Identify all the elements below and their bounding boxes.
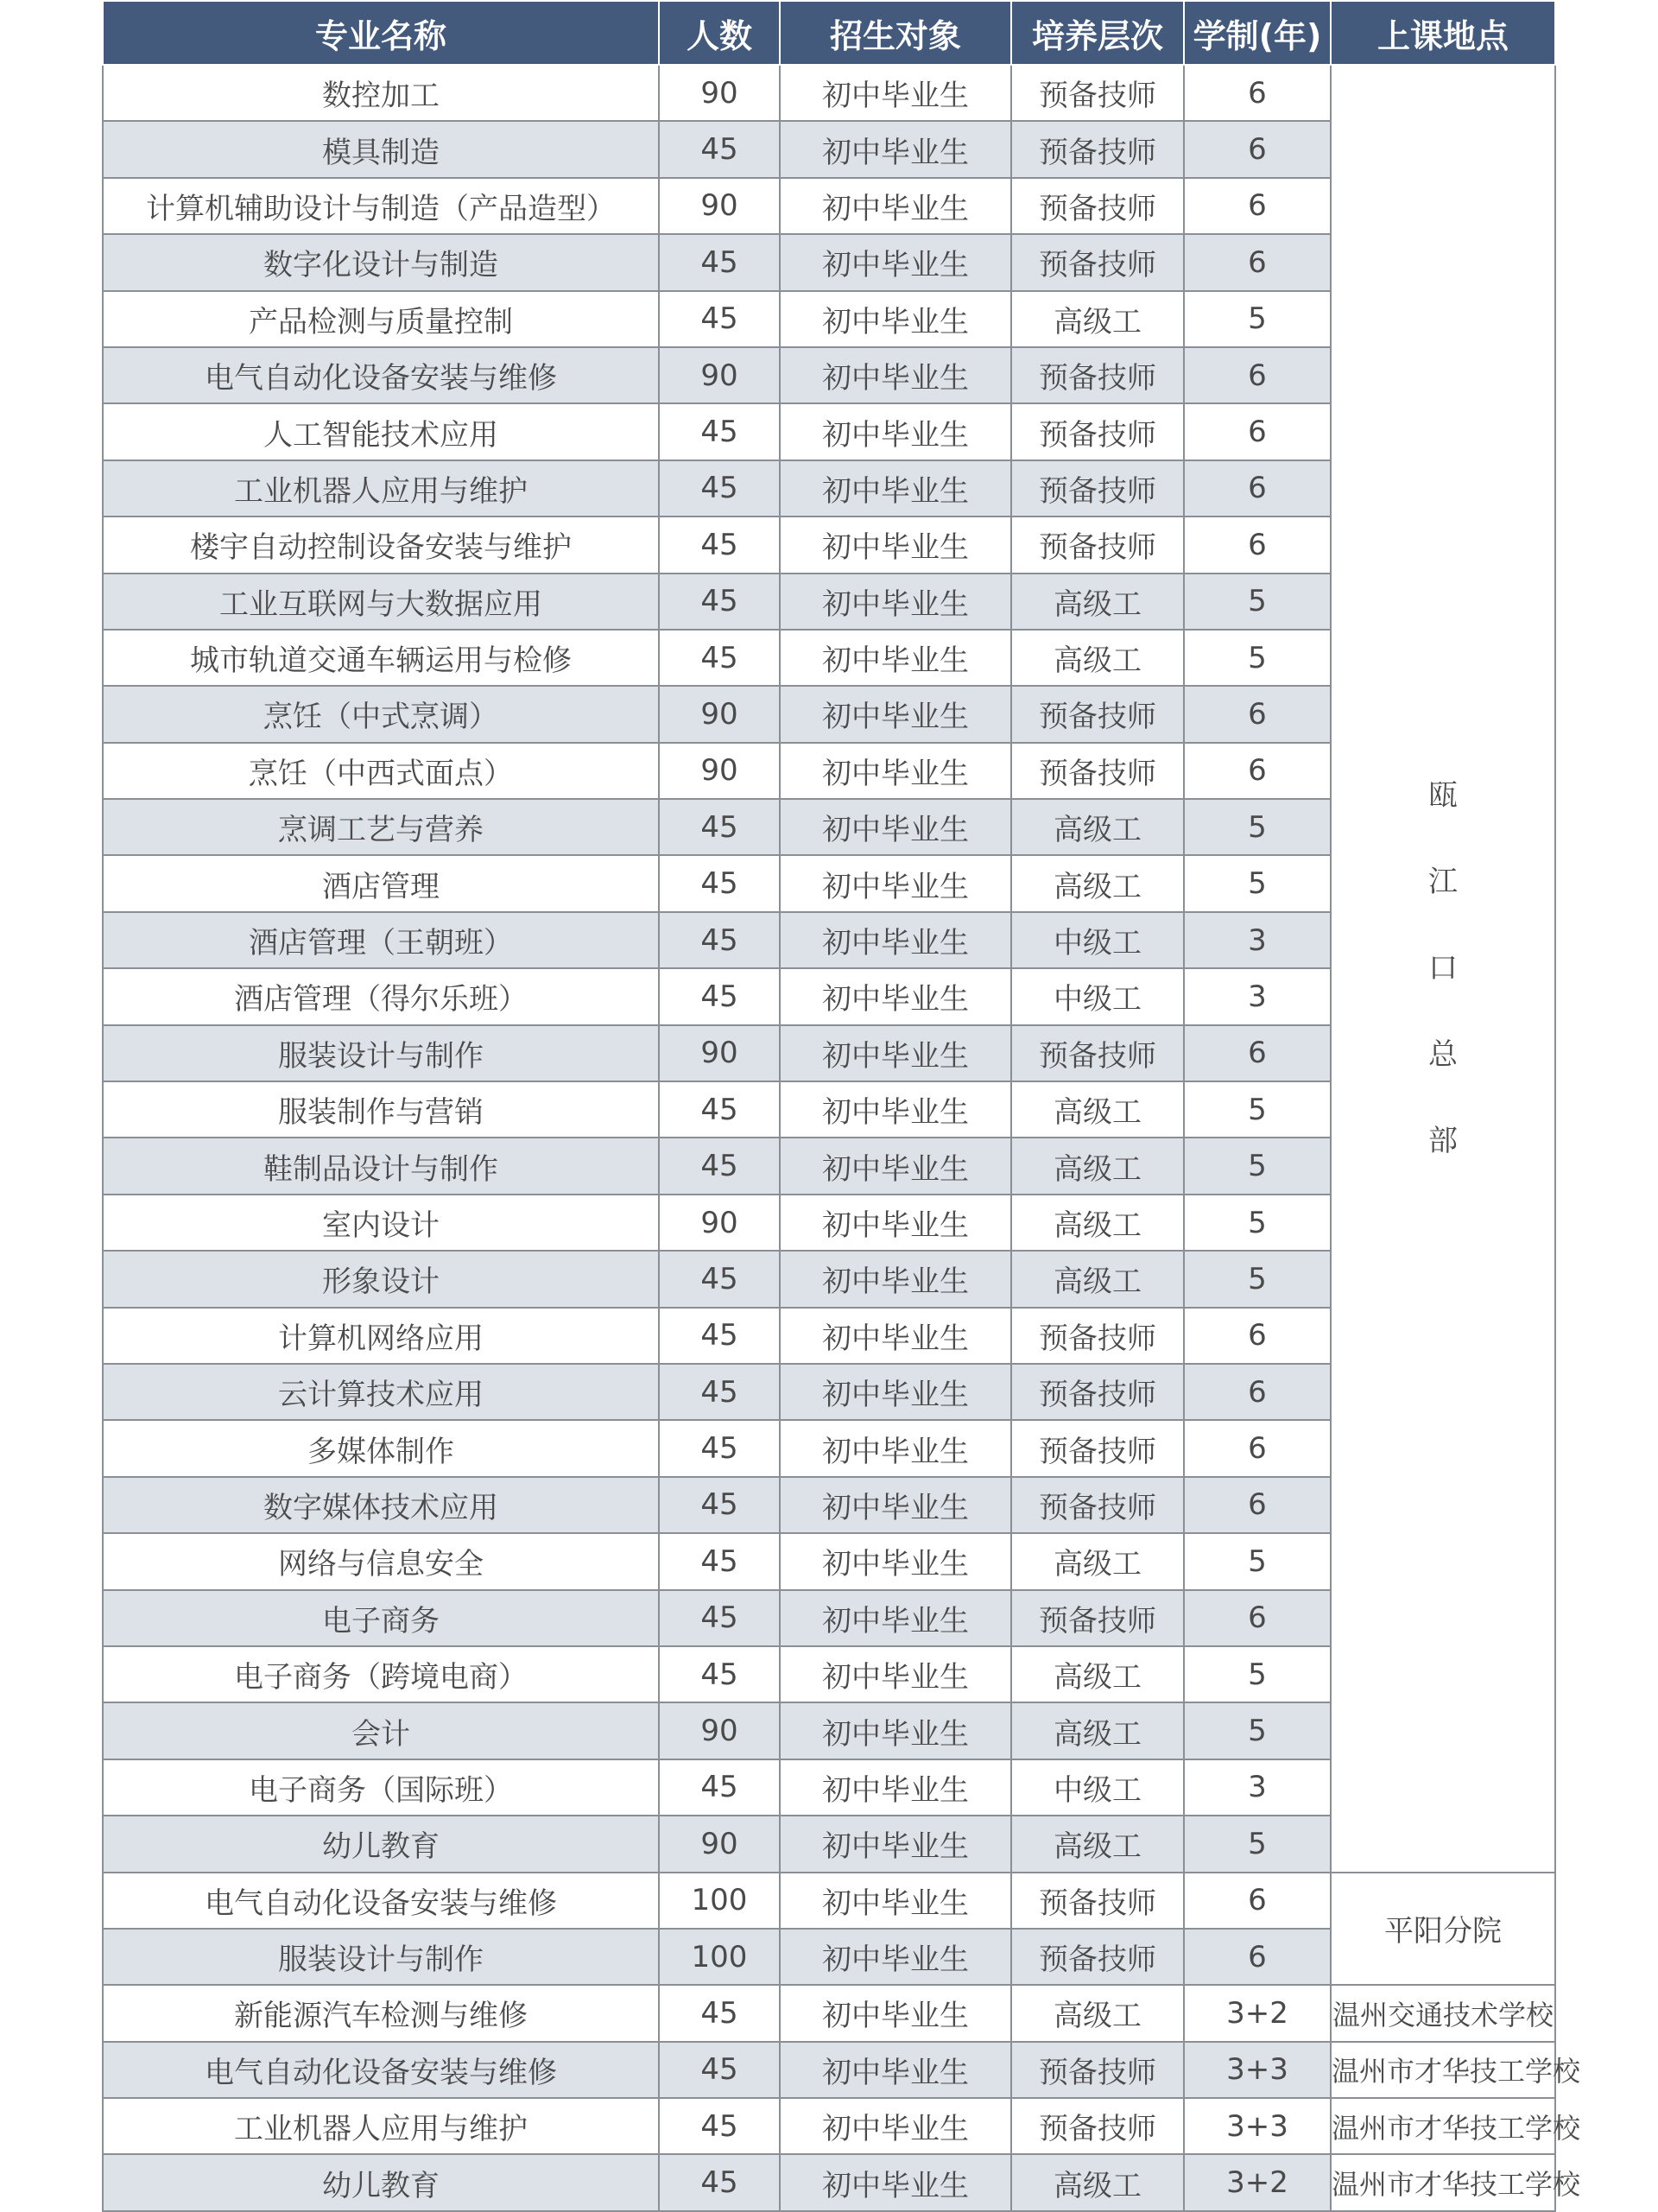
cell-years: 3 xyxy=(1184,912,1331,968)
cell-target: 初中毕业生 xyxy=(780,2042,1011,2098)
cell-location: 温州交通技术学校 xyxy=(1331,1985,1555,2041)
cell-years: 6 xyxy=(1184,517,1331,573)
cell-years: 3+3 xyxy=(1184,2098,1331,2154)
cell-target: 初中毕业生 xyxy=(780,178,1011,234)
cell-major-name: 电子商务 xyxy=(103,1590,659,1646)
cell-target: 初中毕业生 xyxy=(780,1081,1011,1138)
cell-count: 45 xyxy=(659,630,780,686)
cell-level: 预备技师 xyxy=(1011,1308,1184,1364)
table-row xyxy=(103,2098,1555,2154)
cell-years: 5 xyxy=(1184,1702,1331,1759)
cell-major-name: 电气自动化设备安装与维修 xyxy=(103,347,659,403)
cell-level: 预备技师 xyxy=(1011,347,1184,403)
cell-level: 高级工 xyxy=(1011,1195,1184,1251)
cell-level: 高级工 xyxy=(1011,1816,1184,1872)
cell-count: 90 xyxy=(659,1025,780,1081)
header-years: 学制(年) xyxy=(1184,1,1331,65)
cell-count: 100 xyxy=(659,1929,780,1985)
cell-count: 45 xyxy=(659,291,780,347)
cell-count: 90 xyxy=(659,65,780,121)
cell-target: 初中毕业生 xyxy=(780,347,1011,403)
cell-years: 5 xyxy=(1184,291,1331,347)
cell-level: 预备技师 xyxy=(1011,743,1184,799)
cell-level: 预备技师 xyxy=(1011,2098,1184,2154)
cell-years: 6 xyxy=(1184,1308,1331,1364)
cell-level: 预备技师 xyxy=(1011,1420,1184,1476)
cell-target: 初中毕业生 xyxy=(780,1308,1011,1364)
location-char: 部 xyxy=(1428,1124,1458,1159)
cell-major-name: 新能源汽车检测与维修 xyxy=(103,1985,659,2041)
cell-level: 高级工 xyxy=(1011,1646,1184,1702)
enrollment-table-container xyxy=(102,0,1581,2212)
cell-count: 45 xyxy=(659,2098,780,2154)
cell-count: 45 xyxy=(659,1590,780,1646)
cell-level: 中级工 xyxy=(1011,968,1184,1024)
cell-count: 45 xyxy=(659,799,780,855)
cell-count: 90 xyxy=(659,743,780,799)
table-row xyxy=(103,2154,1555,2210)
cell-years: 5 xyxy=(1184,630,1331,686)
cell-years: 6 xyxy=(1184,460,1331,517)
cell-major-name: 鞋制品设计与制作 xyxy=(103,1138,659,1194)
cell-count: 45 xyxy=(659,1759,780,1816)
header-target: 招生对象 xyxy=(780,1,1011,65)
cell-years: 5 xyxy=(1184,799,1331,855)
cell-count: 45 xyxy=(659,968,780,1024)
cell-major-name: 电气自动化设备安装与维修 xyxy=(103,2042,659,2098)
cell-years: 5 xyxy=(1184,574,1331,630)
cell-count: 45 xyxy=(659,1533,780,1589)
table-row xyxy=(103,65,1555,121)
header-location: 上课地点 xyxy=(1331,1,1555,65)
cell-target: 初中毕业生 xyxy=(780,1646,1011,1702)
cell-major-name: 烹饪（中式烹调） xyxy=(103,686,659,742)
cell-count: 45 xyxy=(659,517,780,573)
cell-years: 6 xyxy=(1184,65,1331,121)
cell-level: 高级工 xyxy=(1011,799,1184,855)
cell-count: 90 xyxy=(659,686,780,742)
cell-count: 45 xyxy=(659,403,780,460)
cell-major-name: 会计 xyxy=(103,1702,659,1759)
cell-major-name: 云计算技术应用 xyxy=(103,1364,659,1420)
cell-count: 45 xyxy=(659,1985,780,2041)
cell-target: 初中毕业生 xyxy=(780,1702,1011,1759)
cell-count: 90 xyxy=(659,1195,780,1251)
cell-years: 5 xyxy=(1184,1646,1331,1702)
cell-major-name: 烹调工艺与营养 xyxy=(103,799,659,855)
cell-count: 45 xyxy=(659,1081,780,1138)
cell-count: 45 xyxy=(659,1646,780,1702)
cell-target: 初中毕业生 xyxy=(780,1929,1011,1985)
cell-level: 预备技师 xyxy=(1011,234,1184,290)
cell-count: 45 xyxy=(659,2154,780,2210)
cell-level: 高级工 xyxy=(1011,1533,1184,1589)
cell-level: 预备技师 xyxy=(1011,121,1184,177)
cell-target: 初中毕业生 xyxy=(780,1195,1011,1251)
cell-level: 高级工 xyxy=(1011,2154,1184,2210)
cell-target: 初中毕业生 xyxy=(780,291,1011,347)
cell-count: 45 xyxy=(659,2042,780,2098)
cell-years: 6 xyxy=(1184,121,1331,177)
cell-level: 预备技师 xyxy=(1011,65,1184,121)
cell-target: 初中毕业生 xyxy=(780,1985,1011,2041)
cell-target: 初中毕业生 xyxy=(780,1138,1011,1194)
cell-years: 6 xyxy=(1184,234,1331,290)
cell-target: 初中毕业生 xyxy=(780,1251,1011,1307)
cell-major-name: 电气自动化设备安装与维修 xyxy=(103,1873,659,1929)
cell-count: 45 xyxy=(659,1477,780,1533)
cell-major-name: 电子商务（跨境电商） xyxy=(103,1646,659,1702)
cell-major-name: 人工智能技术应用 xyxy=(103,403,659,460)
cell-level: 高级工 xyxy=(1011,1985,1184,2041)
cell-major-name: 工业互联网与大数据应用 xyxy=(103,574,659,630)
cell-target: 初中毕业生 xyxy=(780,855,1011,911)
cell-major-name: 室内设计 xyxy=(103,1195,659,1251)
header-count: 人数 xyxy=(659,1,780,65)
cell-target: 初中毕业生 xyxy=(780,968,1011,1024)
cell-years: 5 xyxy=(1184,1195,1331,1251)
cell-count: 90 xyxy=(659,1816,780,1872)
cell-location: 温州市才华技工学校 xyxy=(1331,2154,1555,2210)
cell-level: 预备技师 xyxy=(1011,1477,1184,1533)
cell-years: 6 xyxy=(1184,1590,1331,1646)
table-row xyxy=(103,1985,1555,2041)
cell-target: 初中毕业生 xyxy=(780,1364,1011,1420)
cell-level: 高级工 xyxy=(1011,1251,1184,1307)
cell-level: 预备技师 xyxy=(1011,178,1184,234)
cell-years: 6 xyxy=(1184,403,1331,460)
cell-count: 45 xyxy=(659,1364,780,1420)
enrollment-table xyxy=(102,0,1581,2212)
cell-years: 5 xyxy=(1184,1081,1331,1138)
cell-level: 预备技师 xyxy=(1011,1873,1184,1929)
cell-target: 初中毕业生 xyxy=(780,1816,1011,1872)
cell-target: 初中毕业生 xyxy=(780,65,1011,121)
cell-target: 初中毕业生 xyxy=(780,799,1011,855)
cell-location: 温州市才华技工学校 xyxy=(1331,2042,1555,2098)
cell-major-name: 烹饪（中西式面点） xyxy=(103,743,659,799)
cell-level: 预备技师 xyxy=(1011,2042,1184,2098)
cell-count: 45 xyxy=(659,1138,780,1194)
cell-target: 初中毕业生 xyxy=(780,1420,1011,1476)
cell-major-name: 计算机辅助设计与制造（产品造型） xyxy=(103,178,659,234)
cell-major-name: 计算机网络应用 xyxy=(103,1308,659,1364)
cell-level: 高级工 xyxy=(1011,291,1184,347)
cell-location: 温州市才华技工学校 xyxy=(1331,2098,1555,2154)
cell-target: 初中毕业生 xyxy=(780,1533,1011,1589)
cell-level: 预备技师 xyxy=(1011,403,1184,460)
cell-location: 平阳分院 xyxy=(1331,1873,1555,1986)
cell-years: 3 xyxy=(1184,1759,1331,1816)
cell-major-name: 酒店管理（王朝班） xyxy=(103,912,659,968)
cell-level: 预备技师 xyxy=(1011,1025,1184,1081)
location-char: 总 xyxy=(1428,1037,1458,1073)
cell-target: 初中毕业生 xyxy=(780,743,1011,799)
cell-target: 初中毕业生 xyxy=(780,1477,1011,1533)
cell-count: 45 xyxy=(659,460,780,517)
cell-years: 5 xyxy=(1184,1138,1331,1194)
table-header xyxy=(103,1,1555,65)
cell-count: 45 xyxy=(659,1251,780,1307)
cell-major-name: 产品检测与质量控制 xyxy=(103,291,659,347)
cell-level: 高级工 xyxy=(1011,1081,1184,1138)
cell-years: 6 xyxy=(1184,178,1331,234)
cell-years: 3+2 xyxy=(1184,2154,1331,2210)
cell-major-name: 数字化设计与制造 xyxy=(103,234,659,290)
table-row xyxy=(103,2042,1555,2098)
cell-years: 6 xyxy=(1184,1873,1331,1929)
cell-target: 初中毕业生 xyxy=(780,1590,1011,1646)
cell-target: 初中毕业生 xyxy=(780,460,1011,517)
cell-major-name: 模具制造 xyxy=(103,121,659,177)
cell-years: 5 xyxy=(1184,1816,1331,1872)
cell-level: 高级工 xyxy=(1011,630,1184,686)
cell-target: 初中毕业生 xyxy=(780,574,1011,630)
cell-count: 45 xyxy=(659,855,780,911)
cell-level: 高级工 xyxy=(1011,574,1184,630)
cell-years: 5 xyxy=(1184,1533,1331,1589)
cell-level: 预备技师 xyxy=(1011,517,1184,573)
location-char: 瓯 xyxy=(1428,778,1458,814)
cell-count: 90 xyxy=(659,347,780,403)
header-major-name: 专业名称 xyxy=(103,1,659,65)
cell-target: 初中毕业生 xyxy=(780,2154,1011,2210)
cell-major-name: 电子商务（国际班） xyxy=(103,1759,659,1816)
cell-major-name: 形象设计 xyxy=(103,1251,659,1307)
cell-years: 6 xyxy=(1184,347,1331,403)
cell-target: 初中毕业生 xyxy=(780,1873,1011,1929)
cell-level: 高级工 xyxy=(1011,1702,1184,1759)
cell-count: 45 xyxy=(659,574,780,630)
cell-years: 3 xyxy=(1184,968,1331,1024)
cell-count: 45 xyxy=(659,912,780,968)
cell-target: 初中毕业生 xyxy=(780,1759,1011,1816)
cell-level: 预备技师 xyxy=(1011,686,1184,742)
cell-major-name: 多媒体制作 xyxy=(103,1420,659,1476)
cell-level: 预备技师 xyxy=(1011,1929,1184,1985)
cell-years: 5 xyxy=(1184,855,1331,911)
cell-count: 45 xyxy=(659,1420,780,1476)
cell-major-name: 工业机器人应用与维护 xyxy=(103,2098,659,2154)
cell-years: 5 xyxy=(1184,1251,1331,1307)
cell-count: 45 xyxy=(659,234,780,290)
cell-years: 6 xyxy=(1184,1025,1331,1081)
cell-count: 45 xyxy=(659,121,780,177)
cell-years: 6 xyxy=(1184,1929,1331,1985)
cell-target: 初中毕业生 xyxy=(780,403,1011,460)
cell-major-name: 幼儿教育 xyxy=(103,1816,659,1872)
cell-count: 100 xyxy=(659,1873,780,1929)
location-char: 江 xyxy=(1428,865,1458,900)
cell-target: 初中毕业生 xyxy=(780,517,1011,573)
cell-major-name: 酒店管理 xyxy=(103,855,659,911)
cell-years: 6 xyxy=(1184,686,1331,742)
cell-level: 中级工 xyxy=(1011,912,1184,968)
cell-years: 6 xyxy=(1184,1364,1331,1420)
cell-level: 中级工 xyxy=(1011,1759,1184,1816)
cell-target: 初中毕业生 xyxy=(780,2098,1011,2154)
cell-count: 90 xyxy=(659,1702,780,1759)
cell-major-name: 服装设计与制作 xyxy=(103,1929,659,1985)
cell-years: 3+3 xyxy=(1184,2042,1331,2098)
cell-major-name: 数控加工 xyxy=(103,65,659,121)
table-body xyxy=(103,65,1581,2211)
cell-years: 6 xyxy=(1184,1420,1331,1476)
cell-level: 预备技师 xyxy=(1011,1590,1184,1646)
header-level: 培养层次 xyxy=(1011,1,1184,65)
cell-level: 预备技师 xyxy=(1011,460,1184,517)
cell-major-name: 楼宇自动控制设备安装与维护 xyxy=(103,517,659,573)
cell-location xyxy=(1331,65,1555,1873)
cell-major-name: 网络与信息安全 xyxy=(103,1533,659,1589)
cell-target: 初中毕业生 xyxy=(780,1025,1011,1081)
cell-level: 高级工 xyxy=(1011,1138,1184,1194)
cell-major-name: 城市轨道交通车辆运用与检修 xyxy=(103,630,659,686)
cell-target: 初中毕业生 xyxy=(780,686,1011,742)
cell-years: 6 xyxy=(1184,743,1331,799)
cell-level: 高级工 xyxy=(1011,855,1184,911)
cell-level: 预备技师 xyxy=(1011,1364,1184,1420)
cell-major-name: 酒店管理（得尔乐班） xyxy=(103,968,659,1024)
cell-major-name: 数字媒体技术应用 xyxy=(103,1477,659,1533)
cell-years: 3+2 xyxy=(1184,1985,1331,2041)
cell-major-name: 幼儿教育 xyxy=(103,2154,659,2210)
cell-major-name: 服装制作与营销 xyxy=(103,1081,659,1138)
location-char: 口 xyxy=(1428,951,1458,986)
cell-target: 初中毕业生 xyxy=(780,234,1011,290)
table-row xyxy=(103,1873,1555,1929)
cell-target: 初中毕业生 xyxy=(780,121,1011,177)
cell-years: 6 xyxy=(1184,1477,1331,1533)
cell-count: 90 xyxy=(659,178,780,234)
cell-count: 45 xyxy=(659,1308,780,1364)
cell-target: 初中毕业生 xyxy=(780,630,1011,686)
cell-major-name: 工业机器人应用与维护 xyxy=(103,460,659,517)
cell-major-name: 服装设计与制作 xyxy=(103,1025,659,1081)
cell-target: 初中毕业生 xyxy=(780,912,1011,968)
